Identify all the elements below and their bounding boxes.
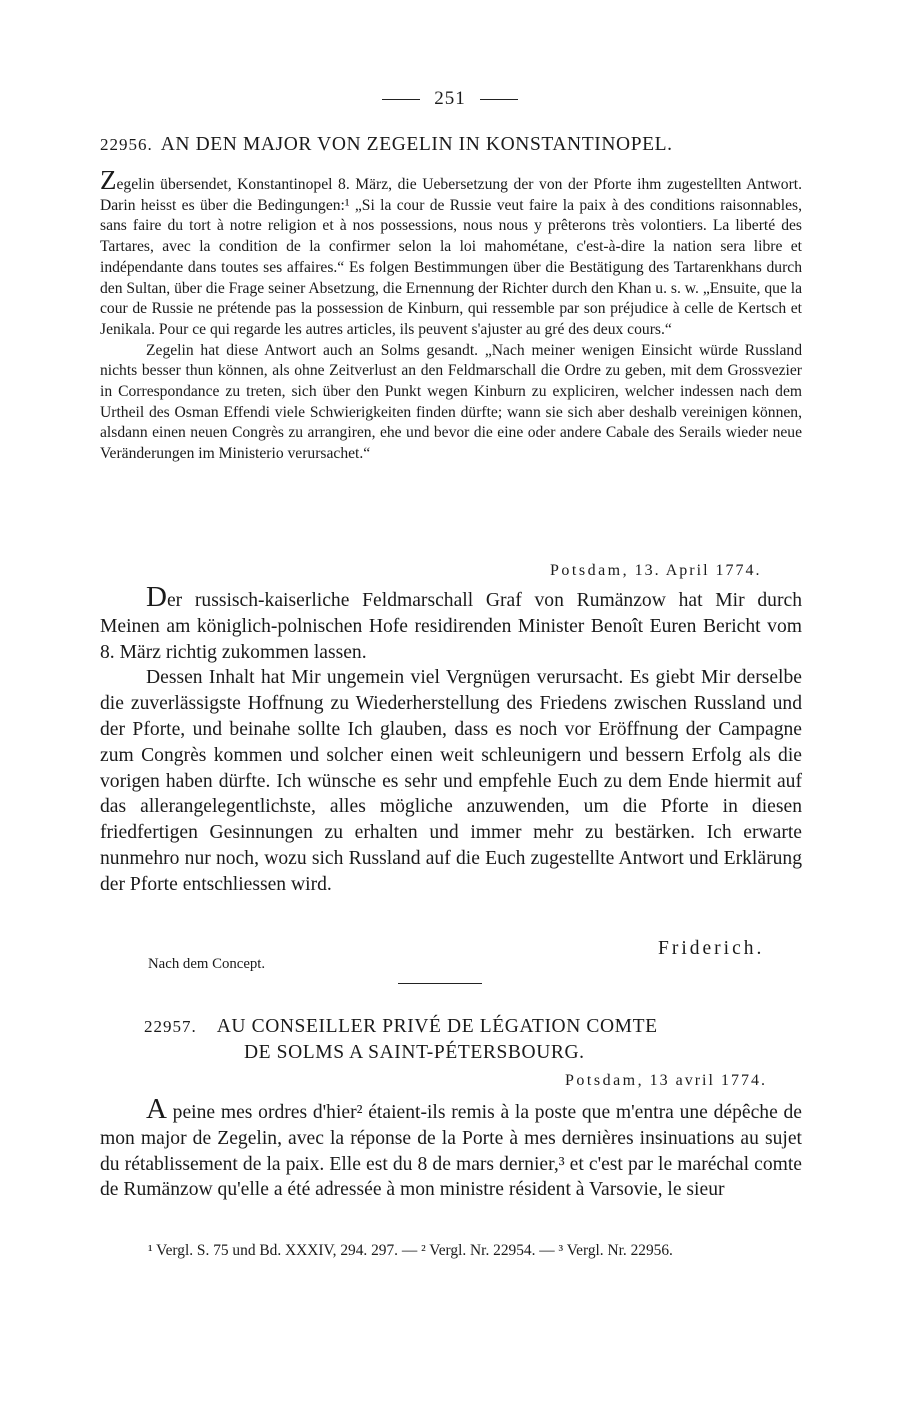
folio-dash-right — [480, 99, 518, 100]
dropcap: A — [146, 1093, 167, 1125]
entry-number: 22956. — [100, 135, 153, 154]
dateline-date: , 13 avril 1774. — [637, 1072, 767, 1089]
entry-22956-summary — [100, 165, 802, 465]
source-note: Nach dem Concept. — [148, 956, 266, 972]
summary-text: egelin übersendet, Konstantinopel 8. März, die Uebersetzung der von der Pforte ihm zugestellten Antwort. Darin heisst es über die Bedingungen:¹ „Si la cour de Russie veut faire la paix à des conditions raisonnables, sans faire du tort à notre religion et à nos possessions, nous nous y prêterons très volontiers. La liberté des Tartares, avec la condition de la confirmer selon la loi mahométane, c'est-à-dire la nation sera libre et indépendante dans toutes ses affaires.“ Es folgen Bestimmungen über die Bestätigung des Tartarenkhans durch den Sultan, über die Frage seiner Absetzung, die Ernennung der Richter durch den Khan u. s. w. „Ensuite, que la cour de Russie ne prétende pas la possession de Kinburn, qui ressemble par son préjudice à celle de Kertsch et Jenikala. Pour ce qui regarde les autres articles, ils peuvent s'ajuster au gré des deux cours.“ — [100, 176, 802, 338]
dateline-place: Potsdam — [565, 1072, 638, 1089]
dropcap: D — [146, 581, 167, 613]
page-number — [0, 88, 900, 110]
entry-22957-letter — [100, 1093, 802, 1203]
entry-number: 22957. — [144, 1017, 197, 1036]
entry-22956-heading — [100, 134, 800, 156]
letter-paragraph-2: Dessen Inhalt hat Mir ungemein viel Vergnügen verursacht. Es giebt Mir derselbe die zuverlässigste Hoffnung zu Wiederherstellung des Friedens zwischen Russland und der Pforte, und beinahe sollte Ich glauben, dass es noch vor Eröffnung der Campagne zum Congrès kommen und solcher einen weit schleunigern und bessern Erfolg als die vorigen haben dürfte. Ich wünsche es sehr und empfehle Euch zu dem Ende hiermit auf das allerangelegentlichste, alles mögliche anzuwenden, um die Pforte in diesen friedfertigen Gesinnungen zu erhalten und immer mehr zu bestärken. Ich erwarte nunmehro nur noch, wozu sich Russland auf die Euch zugestellte Antwort und Erklärung der Pforte entschliessen wird. — [100, 667, 802, 895]
summary-paragraph-1 — [100, 165, 802, 341]
dropcap: Z — [100, 165, 117, 195]
letter-text: peine mes ordres d'hier² étaient-ils remis à la poste que m'entra une dépêche de mon major de Zegelin, avec la réponse de la Porte à mes dernières insinuations au sujet du rétablissement de la paix. Elle est du 8 de mars dernier,³ et c'est par le maréchal comte de Rumänzow qu'elle a été adressée à mon ministre résident à Varsovie, le sieur — [100, 1102, 802, 1201]
folio-text: 251 — [434, 88, 466, 109]
entry-22957-dateline — [565, 1072, 767, 1090]
entry-title-line-1: AU CONSEILLER PRIVÉ DE LÉGATION COMTE — [216, 1016, 658, 1037]
letter-paragraph-1 — [100, 1093, 802, 1203]
entry-title-line-2: DE SOLMS A SAINT-PÉTERSBOURG. — [244, 1042, 585, 1063]
dateline-date: , 13. April 1774. — [622, 562, 762, 579]
section-divider — [398, 983, 482, 984]
letter-text: er russisch-kaiserliche Feldmarschall Graf von Rumänzow hat Mir durch Meinen am königlich-polnischen Hofe residirenden Minister Benoît Euren Bericht vom 8. März richtig zukommen lassen. — [100, 590, 802, 663]
entry-22956-letter — [100, 581, 802, 898]
folio-dash-left — [382, 99, 420, 100]
summary-paragraph-2: Zegelin hat diese Antwort auch an Solms gesandt. „Nach meiner wenigen Einsicht würde Russland nichts besser thun können, als ohne Zeitverlust an den Feldmarschall die Ordre zu geben, mit dem Grossvezier in Correspondance zu treten, sich über den Punkt wegen Kinburn zu expliciren, welcher indessen nach dem Urtheil des Osman Effendi viele Schwierigkeiten finden dürfte; wann sie sich aber deshalb vereinigen können, alsdann einen neuen Congrès zu arrangiren, ehe und bevor die eine oder andere Cabale des Serails wieder neue Veränderungen im Ministerio verursachet.“ — [100, 341, 802, 463]
dateline-place: Potsdam — [550, 562, 623, 579]
entry-22956-dateline — [550, 562, 762, 580]
entry-22957-heading — [144, 1014, 784, 1066]
entry-title: AN DEN MAJOR VON ZEGELIN IN KONSTANTINOPEL. — [160, 134, 673, 155]
footnotes: ¹ Vergl. S. 75 und Bd. XXXIV, 294. 297. — ² Vergl. Nr. 22954. — ³ Vergl. Nr. 22956. — [148, 1242, 673, 1259]
signature: Friderich. — [658, 938, 765, 959]
letter-paragraph-1 — [100, 581, 802, 665]
